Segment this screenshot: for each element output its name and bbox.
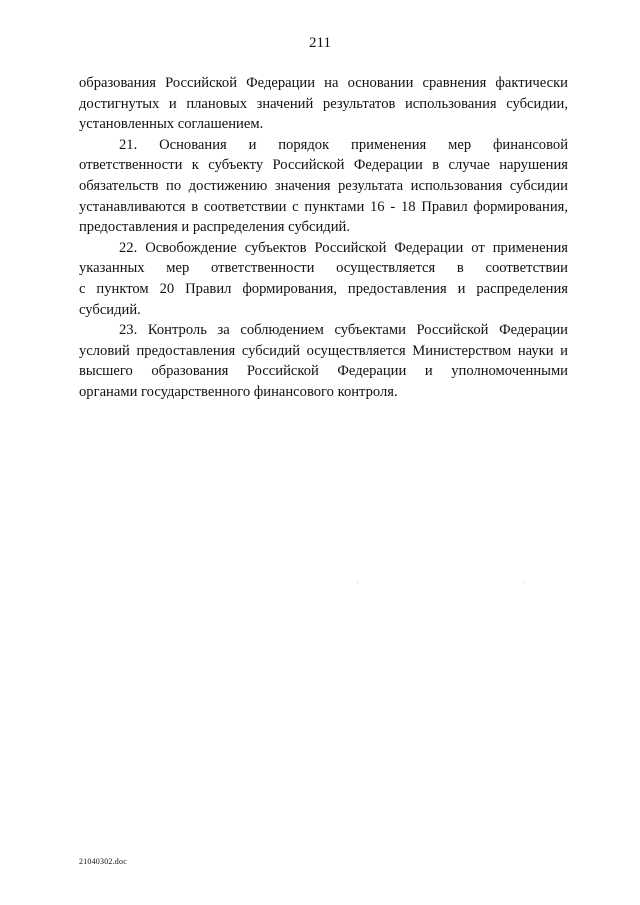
paragraph-continuation (79, 73, 568, 135)
document-reference: 21040302.doc (79, 857, 127, 866)
text-line: 21. Основания и порядок применения мер финансовой (119, 136, 568, 153)
text-line: достигнутых и плановых значений результатов использования субсидии, (79, 95, 568, 112)
text-line: 23. Контроль за соблюдением субъектами Российской Федерации (119, 322, 568, 339)
text-line: установленных соглашением. (79, 116, 264, 133)
paragraph-23 (79, 320, 568, 402)
text-line: ответственности к субъекту Российской Федерации в случае нарушения (79, 157, 568, 174)
paragraph-21 (79, 135, 568, 238)
paragraph-22 (79, 238, 568, 320)
text-line: с пунктом 20 Правил формирования, предоставления и распределения (79, 280, 568, 297)
scan-speck (357, 582, 358, 583)
page-number: 211 (309, 35, 331, 51)
text-line: обязательств по достижению значения результата использования субсидии (79, 177, 568, 194)
text-line: образования Российской Федерации на основании сравнения фактически (79, 75, 568, 91)
document-body (79, 73, 568, 403)
text-line: субсидий. (79, 301, 141, 318)
text-line: предоставления и распределения субсидий. (79, 219, 350, 236)
text-line: указанных мер ответственности осуществляется в соответствии (79, 260, 568, 277)
text-line: органами государственного финансового контроля. (79, 383, 398, 400)
text-line: устанавливаются в соответствии с пунктами 16 - 18 Правил формирования, (79, 198, 568, 215)
scan-speck (524, 582, 525, 583)
text-line: высшего образования Российской Федерации и уполномоченными (79, 363, 568, 380)
text-line: условий предоставления субсидий осуществляется Министерством науки и (79, 342, 568, 359)
text-line: 22. Освобождение субъектов Российской Федерации от применения (119, 239, 568, 256)
